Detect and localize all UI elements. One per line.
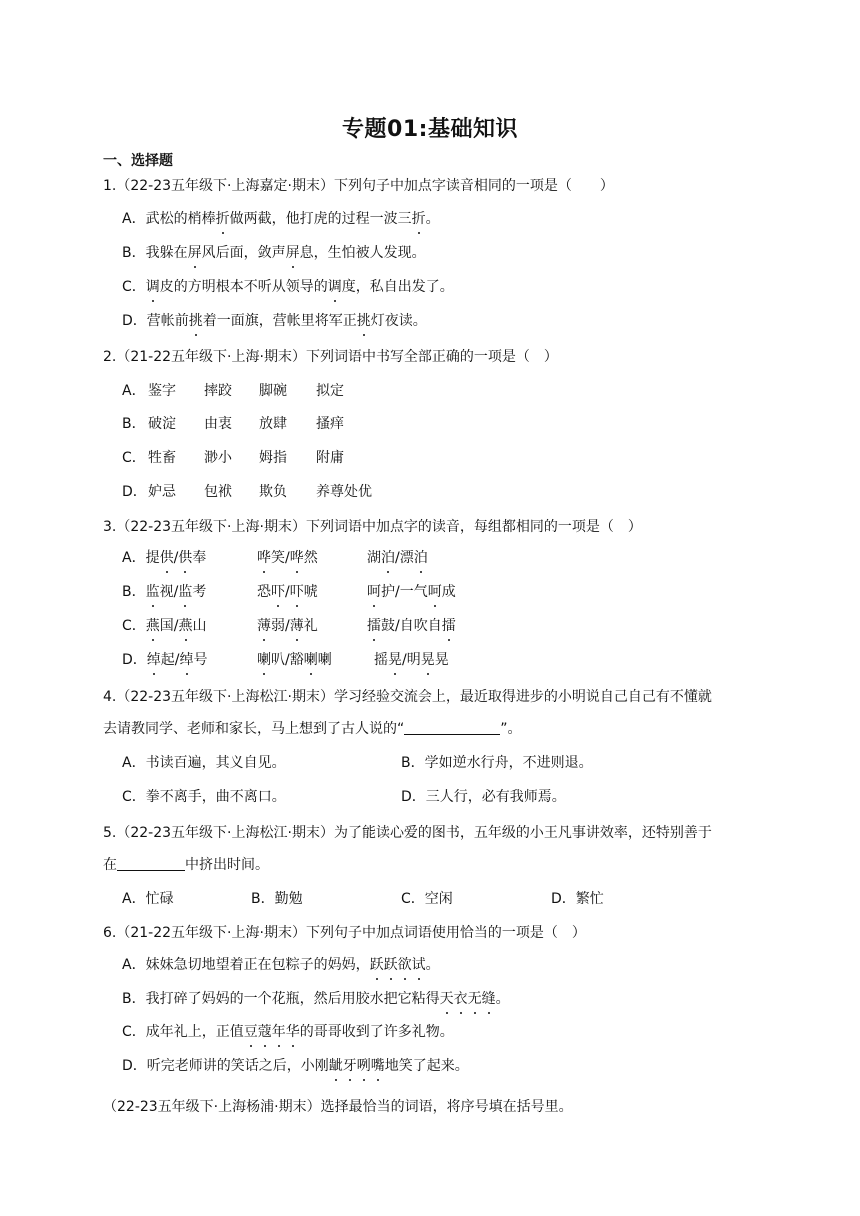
question-3-stem: 3.（22-23五年级下·上海·期末）下列词语中加点字的读音，每组都相同的一项是（ ） <box>103 519 642 535</box>
question-6-option-d: D．听完老师讲的笑话之后，小刚龇牙咧嘴地笑了起来。 <box>122 1058 469 1074</box>
page-title: 专题01:基础知识 <box>342 117 518 142</box>
question-4-option-b: B．学如逆水行舟，不进则退。 <box>401 755 593 771</box>
question-1-option-d: D．营帐前挑着一面旗，营帐里将军正挑灯夜读。 <box>122 313 427 329</box>
question-5-stem-line1: 5.（22-23五年级下·上海松江·期末）为了能读心爱的图书，五年级的小王凡事讲效率，还特别善于 <box>103 825 712 841</box>
question-4-stem-line1: 4.（22-23五年级下·上海松江·期末）学习经验交流会上，最近取得进步的小明说自己自己有不懂就 <box>103 689 712 705</box>
question-1-option-b: B．我躲在屏风后面，敛声屏息，生怕被人发现。 <box>122 245 426 261</box>
question-5-option-d: D．繁忙 <box>551 891 604 907</box>
question-5-option-a: A．忙碌 <box>122 891 174 907</box>
question-1-stem: 1.（22-23五年级下·上海嘉定·期末）下列句子中加点字读音相同的一项是（ ） <box>103 178 614 194</box>
question-2-stem: 2.（21-22五年级下·上海·期末）下列词语中书写全部正确的一项是（ ） <box>103 349 558 365</box>
answer-blank <box>404 720 500 735</box>
dotted-word: 豆蔻年华 <box>243 1024 300 1040</box>
section-heading: 一、选择题 <box>103 153 173 169</box>
question-7-stem: （22-23五年级下·上海杨浦·期末）选择最恰当的词语，将序号填在括号里。 <box>103 1099 573 1115</box>
dotted-word: 跃跃欲试 <box>369 957 426 973</box>
question-1-option-c: C．调皮的方明根本不听从领导的调度，私自出发了。 <box>122 279 454 295</box>
question-4-option-a: A．书读百遍，其义自见。 <box>122 755 286 771</box>
question-6-stem: 6.（21-22五年级下·上海·期末）下列句子中加点词语使用恰当的一项是（ ） <box>103 925 586 941</box>
question-4-option-c: C．拳不离手，曲不离口。 <box>122 789 286 805</box>
dotted-word: 天衣无缝 <box>439 991 496 1007</box>
question-5-option-b: B．勤勉 <box>251 891 303 907</box>
question-1-option-a: A．武松的梢棒折做两截，他打虎的过程一波三折。 <box>122 211 440 227</box>
question-5-option-c: C．空闲 <box>401 891 453 907</box>
question-5-stem-line2: 在 中挤出时间。 <box>103 857 269 873</box>
answer-blank <box>117 856 185 871</box>
question-6-option-b: B．我打碎了妈妈的一个花瓶，然后用胶水把它粘得天衣无缝。 <box>122 991 510 1007</box>
question-4-stem-line2: 去请教同学、老师和家长，马上想到了古人说的“ ”。 <box>103 721 522 737</box>
question-6-option-c: C．成年礼上，正值豆蔻年华的哥哥收到了许多礼物。 <box>122 1024 454 1040</box>
question-4-option-d: D．三人行，必有我师焉。 <box>401 789 566 805</box>
question-6-option-a: A．妹妹急切地望着正在包粽子的妈妈，跃跃欲试。 <box>122 957 440 973</box>
document-page: 专题01:基础知识 一、选择题 1.（22-23五年级下·上海嘉定·期末）下列句子中加点字读音相同的一项是（ ） A．武松的梢棒折做两截，他打虎的过程一波三折。 B．我躲在屏风后面，敛声屏息，生怕被人发现。 C．调皮的方明根本不听从领导的调度，私自出发了。 D．营帐前挑着一面旗，营帐里将军正挑灯夜读。 2.（21-22五年级下·上海·期末）下列词语中书写全部正确的一项是（ ） A． 鉴字 摔跤 脚碗 拟定 B． 破淀 由衷 放肆 搔痒 C． 牲畜 渺小 姆指 附庸 D． 妒忌 包袱 欺负 养尊处优 3.（22-23五年级下·上海·期末）下列词语中加点字的读音，每组都相同的一项是（ ） A．提供/供奉 哗笑/哗然 湖泊/漂泊 B．监视/监考 恐吓/吓唬 呵护/一气呵成 C．燕国/燕山 薄弱/薄礼 擂鼓/自吹自擂 D．绰起/绰号 喇叭/豁喇喇 摇晃/明晃晃 4.（22-23五年级下·上海松江·期末）学习经验交流会上，最近取得进步的小明说自己自己有不懂就 去请教同学、老师和家长，马上想到了古人说的“ ”。 A．书读百遍，其义自见。 B．学如逆水行舟，不进则退。 C．拳不离手，曲不离口。 D．三人行，必有我师焉。 5.（22-23五年级下·上海松江·期末）为了能读心爱的图书，五年级的小王凡事讲效率，还特别善于 在 中挤出时间。 A．忙碌 B．勤勉 C．空闲 D．繁忙 6.（21-22五年级下·上海·期末）下列句子中加点词语使用恰当的一项是（ ） A．妹妹急切地望着正在包粽子的妈妈，跃跃欲试。 B．我打碎了妈妈的一个花瓶，然后用胶水把它粘得天衣无缝。 C．成年礼上，正值豆蔻年华的哥哥收到了许多礼物。 D．听完老师讲的笑话之后，小刚龇牙咧嘴地笑了起来。 （22-23五年级下·上海杨浦·期末）选择最恰当的词语，将序号填在括号里。 <box>0 0 860 1216</box>
dotted-word: 龇牙咧嘴 <box>328 1058 385 1074</box>
